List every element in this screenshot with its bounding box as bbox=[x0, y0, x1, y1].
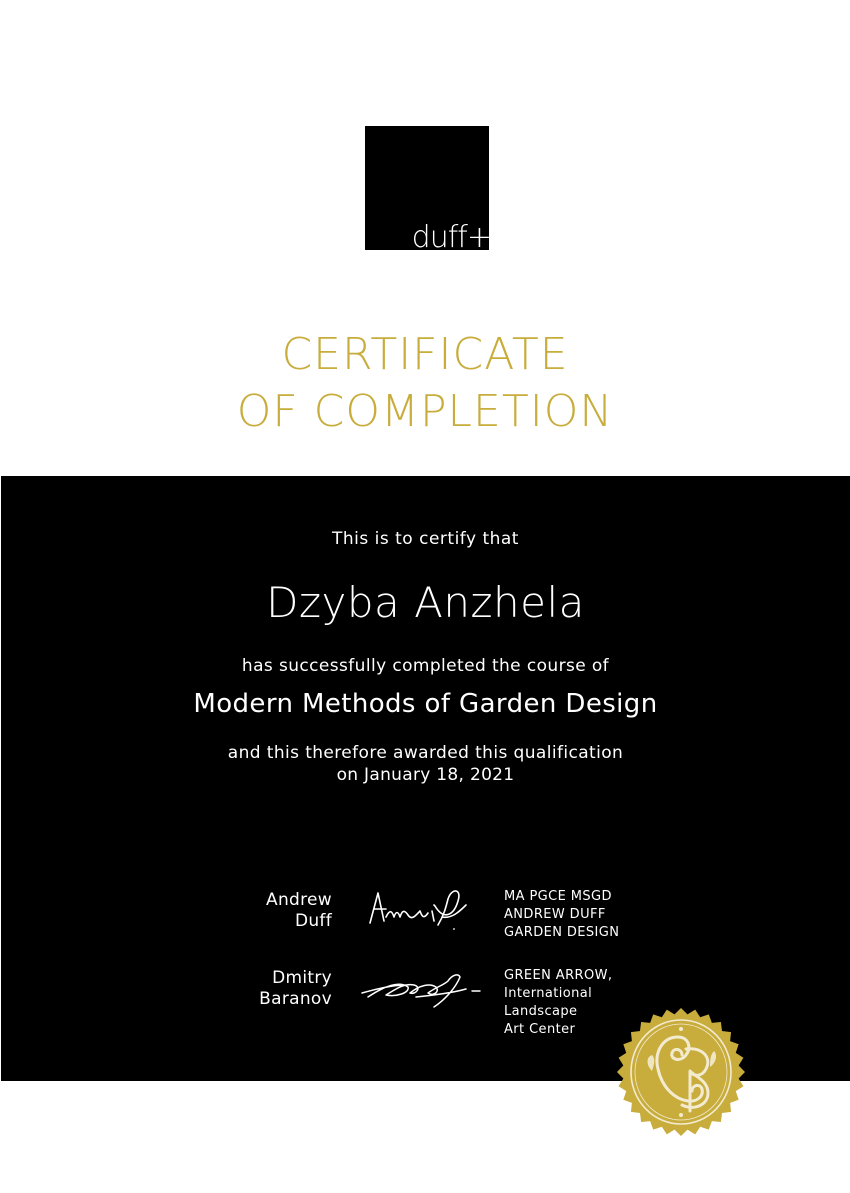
certify-text: This is to certify that bbox=[332, 529, 519, 549]
signer-name-1 bbox=[172, 890, 332, 932]
signer-2-last-name: Baranov bbox=[259, 989, 332, 1009]
signer-2-org-line: Art Center bbox=[504, 1022, 576, 1037]
signer-2-org-line: International bbox=[504, 986, 593, 1001]
recipient-name: Dzyba Anzhela bbox=[266, 578, 585, 627]
certificate-title-line-2: OF COMPLETION bbox=[236, 386, 614, 437]
signer-1-first-name: Andrew bbox=[266, 890, 332, 910]
signer-1-last-name: Duff bbox=[294, 911, 332, 931]
brand-logo bbox=[365, 126, 491, 255]
award-date: on January 18, 2021 bbox=[336, 765, 515, 785]
signer-2-organization bbox=[504, 967, 612, 1039]
signer-2-org-line: GREEN ARROW, bbox=[504, 968, 613, 983]
awarded-text: and this therefore awarded this qualification bbox=[227, 743, 624, 763]
signer-2-org-line: Landscape bbox=[504, 1004, 578, 1019]
signer-1-org-line: GARDEN DESIGN bbox=[504, 925, 620, 940]
gold-seal-icon bbox=[616, 1007, 746, 1137]
signature-2-image bbox=[356, 963, 486, 1013]
signer-2-first-name: Dmitry bbox=[272, 968, 332, 988]
course-name: Modern Methods of Garden Design bbox=[193, 689, 658, 719]
certificate-title-line-1: CERTIFICATE bbox=[281, 329, 569, 380]
logo-wordmark: duff+ bbox=[411, 220, 491, 255]
signature-1-image bbox=[356, 881, 486, 931]
signer-1-organization bbox=[504, 888, 619, 942]
completion-text: has successfully completed the course of bbox=[241, 656, 610, 676]
certificate-body-panel bbox=[1, 476, 850, 1081]
signer-1-org-line: ANDREW DUFF bbox=[504, 907, 606, 922]
signer-1-org-line: MA PGCE MSGD bbox=[504, 889, 612, 904]
signer-name-2 bbox=[172, 968, 332, 1010]
